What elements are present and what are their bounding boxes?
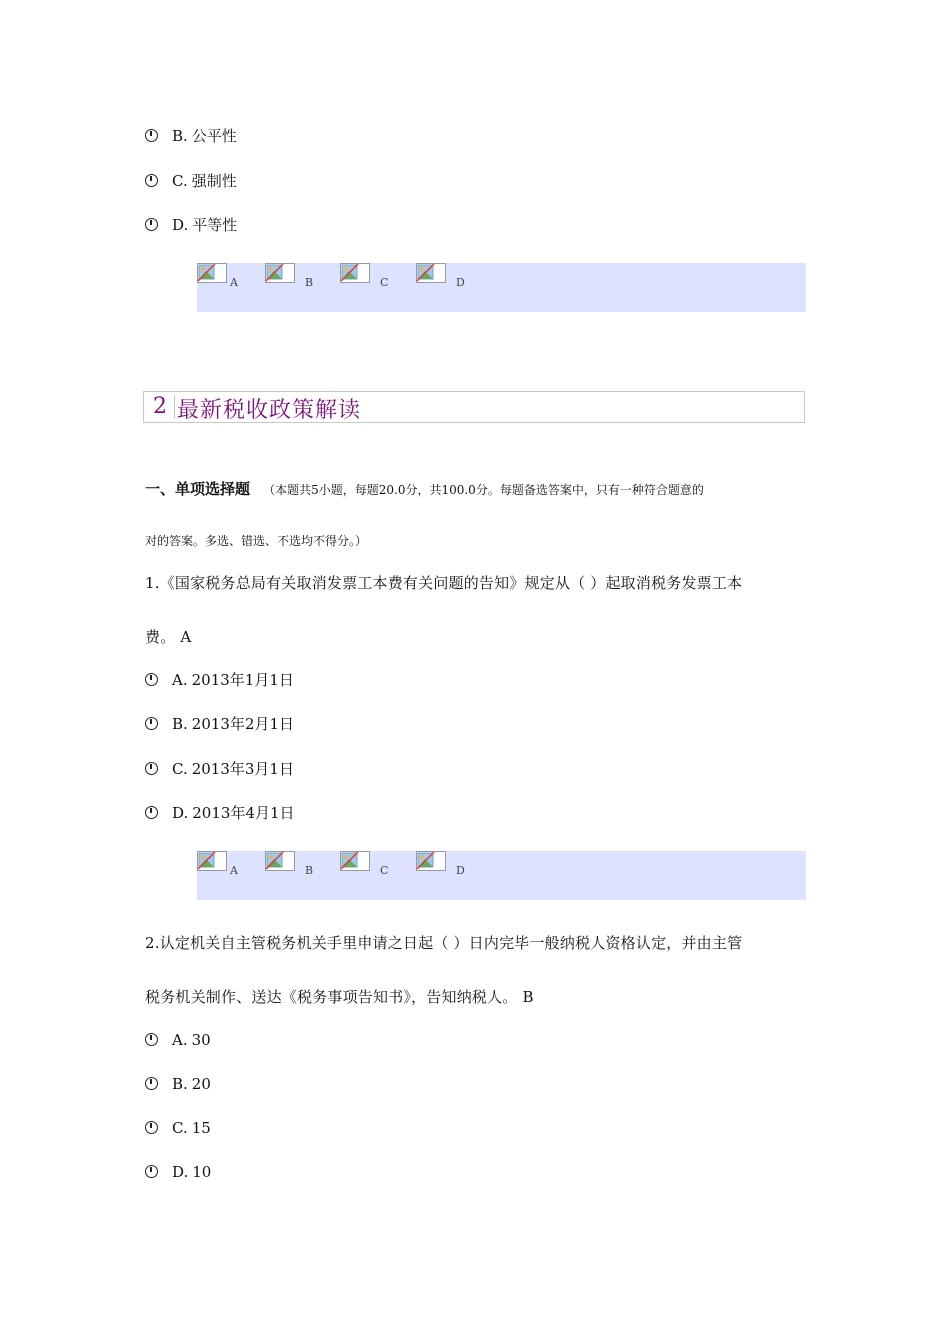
option-text: 2013年4月1日 xyxy=(192,804,295,822)
option-text: 20 xyxy=(191,1075,211,1093)
section-header xyxy=(143,391,805,423)
option-letter: B. xyxy=(172,715,188,733)
option-radio-row[interactable] xyxy=(145,169,237,193)
question-2-text-continued: 税务机关制作、送达《税务事项告知书》，告知纳税人。 B xyxy=(145,988,534,1006)
option-letter: B. xyxy=(172,127,188,145)
broken-image-icon[interactable] xyxy=(197,263,227,283)
broken-image-icon[interactable] xyxy=(340,851,370,871)
choice-label: D xyxy=(456,864,465,877)
broken-image-icon[interactable] xyxy=(265,263,295,283)
option-text: 2013年2月1日 xyxy=(191,715,295,733)
option-text: 30 xyxy=(191,1031,211,1049)
section-title: 最新税收政策解读 xyxy=(177,398,362,423)
section-number: 2 xyxy=(153,394,167,419)
radio-button-icon[interactable] xyxy=(145,762,158,775)
option-letter: C. xyxy=(172,760,188,778)
section-divider xyxy=(174,395,175,419)
option-radio-row[interactable] xyxy=(145,213,237,237)
choice-label: A xyxy=(230,276,238,289)
instructions-line1 xyxy=(145,478,704,499)
choice-label: D xyxy=(456,276,465,289)
choice-label: B xyxy=(305,276,314,289)
broken-image-icon[interactable] xyxy=(265,851,295,871)
option-letter: A. xyxy=(172,1031,188,1049)
option-radio-row[interactable] xyxy=(145,1028,211,1052)
choice-label: B xyxy=(305,864,314,877)
radio-button-icon[interactable] xyxy=(145,129,158,142)
radio-button-icon[interactable] xyxy=(145,174,158,187)
choice-label: C xyxy=(380,864,389,877)
option-text: 15 xyxy=(191,1119,211,1137)
choice-label: A xyxy=(230,864,238,877)
broken-image-icon[interactable] xyxy=(416,851,446,871)
radio-button-icon[interactable] xyxy=(145,1165,158,1178)
radio-button-icon[interactable] xyxy=(145,1121,158,1134)
broken-image-icon[interactable] xyxy=(197,851,227,871)
option-radio-row[interactable] xyxy=(145,1072,211,1096)
radio-button-icon[interactable] xyxy=(145,1033,158,1046)
choice-label: C xyxy=(380,276,389,289)
option-letter: D. xyxy=(172,804,189,822)
answer-choice-bar xyxy=(197,851,806,900)
option-text: 平等性 xyxy=(192,216,238,234)
option-radio-row[interactable] xyxy=(145,1160,211,1184)
broken-image-icon[interactable] xyxy=(416,263,446,283)
option-letter: B. xyxy=(172,1075,188,1093)
option-letter: D. xyxy=(172,216,189,234)
option-text: 强制性 xyxy=(191,172,237,190)
instructions-heading: 一、单项选择题 xyxy=(145,480,251,498)
option-text: 公平性 xyxy=(191,127,237,145)
instructions-detail: （本题共5小题，每题20.0分，共100.0分。每题备选答案中，只有一种符合题意的 xyxy=(263,483,704,497)
radio-button-icon[interactable] xyxy=(145,218,158,231)
option-letter: C. xyxy=(172,172,188,190)
radio-button-icon[interactable] xyxy=(145,1077,158,1090)
option-letter: A. xyxy=(172,671,188,689)
option-radio-row[interactable] xyxy=(145,712,294,736)
question-2-text: 2.认定机关自主管税务机关手里申请之日起（ ）日内完毕一般纳税人资格认定，并由主管 xyxy=(145,934,743,952)
option-letter: C. xyxy=(172,1119,188,1137)
answer-choice-bar xyxy=(197,263,806,312)
option-radio-row[interactable] xyxy=(145,801,295,825)
radio-button-icon[interactable] xyxy=(145,717,158,730)
option-letter: D. xyxy=(172,1163,189,1181)
option-text: 2013年3月1日 xyxy=(191,760,294,778)
question-1-text-continued: 费。 A xyxy=(145,628,192,646)
option-radio-row[interactable] xyxy=(145,757,294,781)
radio-button-icon[interactable] xyxy=(145,806,158,819)
option-radio-row[interactable] xyxy=(145,668,294,692)
instructions-detail-continued: 对的答案。多选、错选、不选均不得分。） xyxy=(145,534,368,548)
broken-image-icon[interactable] xyxy=(340,263,370,283)
option-text: 10 xyxy=(192,1163,212,1181)
option-radio-row[interactable] xyxy=(145,124,237,148)
question-1-text: 1.《国家税务总局有关取消发票工本费有关问题的告知》规定从（ ）起取消税务发票工本 xyxy=(145,574,743,592)
radio-button-icon[interactable] xyxy=(145,673,158,686)
option-text: 2013年1月1日 xyxy=(191,671,294,689)
option-radio-row[interactable] xyxy=(145,1116,211,1140)
